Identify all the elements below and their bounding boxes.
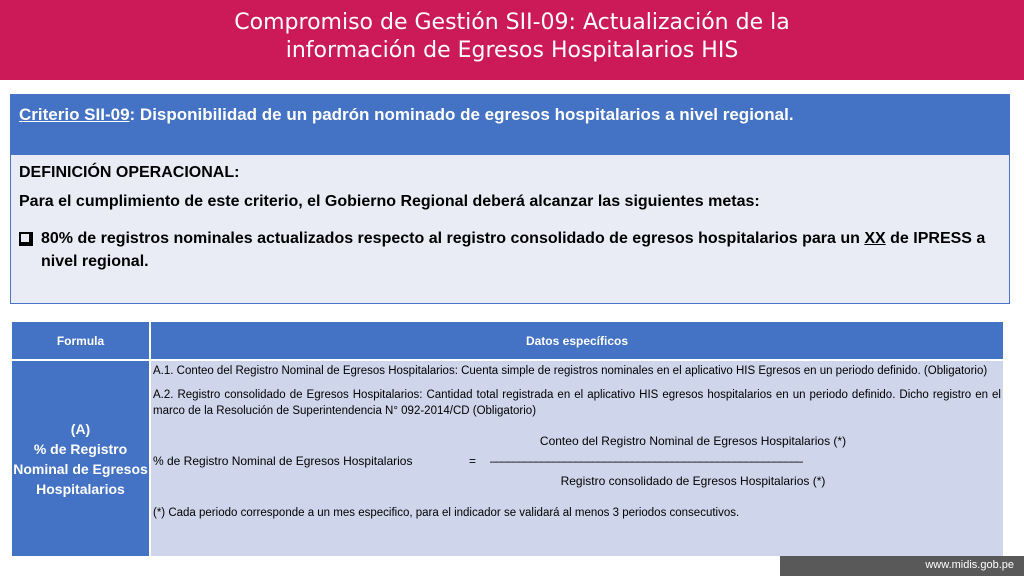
footnote: (*) Cada periodo corresponde a un mes especifico, para el indicador se validará al menos 3 periodos consecutivos.	[153, 507, 740, 519]
table-row	[12, 361, 1003, 556]
meta-text-post: de IPRESS a nivel regional.	[41, 230, 986, 270]
formula-name: % de Registro Nominal de Egresos Hospitalarios	[13, 440, 148, 497]
slide-header	[0, 0, 1024, 80]
meta-xx: XX	[864, 230, 886, 247]
footer-url[interactable]: www.midis.gob.pe	[780, 556, 1024, 576]
column-header-formula: Formula	[12, 322, 149, 359]
meta-text-pre: 80% de registros nominales actualizados respecto al registro consolidado de egresos hospitalarios para un	[41, 230, 865, 247]
definicion-title: DEFINICIÓN OPERACIONAL:	[19, 164, 240, 181]
column-header-datos: Datos específicos	[151, 322, 1003, 359]
definicion-operacional	[11, 155, 1009, 303]
equation-numerator: Conteo del Registro Nominal de Egresos Hospitalarios (*)	[539, 434, 847, 448]
formula-label: (A)	[70, 420, 91, 437]
formula-cell	[12, 361, 149, 556]
meta-bullet	[19, 227, 1001, 273]
criterio-heading	[11, 95, 1009, 155]
equation-denominator: Registro consolidado de Egresos Hospitalarios (*)	[560, 474, 826, 488]
criterio-text: : Disponibilidad de un padrón nominado de egresos hospitalarios a nivel regional.	[129, 105, 794, 124]
slide-title-line-2: información de Egresos Hospitalarios HIS	[285, 38, 739, 63]
checkbox-bullet-icon	[19, 232, 31, 244]
equation-equals: =	[469, 454, 477, 468]
fraction-bar: –––––––––––––––––––––––––––––––––––––––––––––––––––––––	[490, 454, 803, 468]
slide-title-line-1: Compromiso de Gestión SII-09: Actualización de la	[234, 10, 790, 35]
table-header-row	[12, 322, 1003, 359]
dato-a2: A.2. Registro consolidado de Egresos Hospitalarios: Cantidad total registrada en el aplicativo HIS egresos hospitalarios en un periodo definido. Dicho registro en el marco de la Resolución de Superintendencia N° 092-2014/CD (Obligatorio)	[153, 389, 1001, 417]
formula-equation	[153, 433, 1001, 493]
dato-a1: A.1. Conteo del Registro Nominal de Egresos Hospitalarios: Cuenta simple de registros nominales en el aplicativo HIS Egresos en un periodo definido. (Obligatorio)	[153, 365, 988, 377]
formula-table	[10, 320, 1005, 558]
definicion-intro: Para el cumplimiento de este criterio, el Gobierno Regional deberá alcanzar las siguientes metas:	[19, 193, 760, 210]
criterio-link[interactable]: Criterio SII-09	[19, 105, 130, 124]
criterio-box	[10, 94, 1010, 304]
meta-text	[41, 227, 1001, 273]
datos-cell	[151, 361, 1003, 556]
equation-lhs: % de Registro Nominal de Egresos Hospitalarios	[153, 454, 413, 468]
